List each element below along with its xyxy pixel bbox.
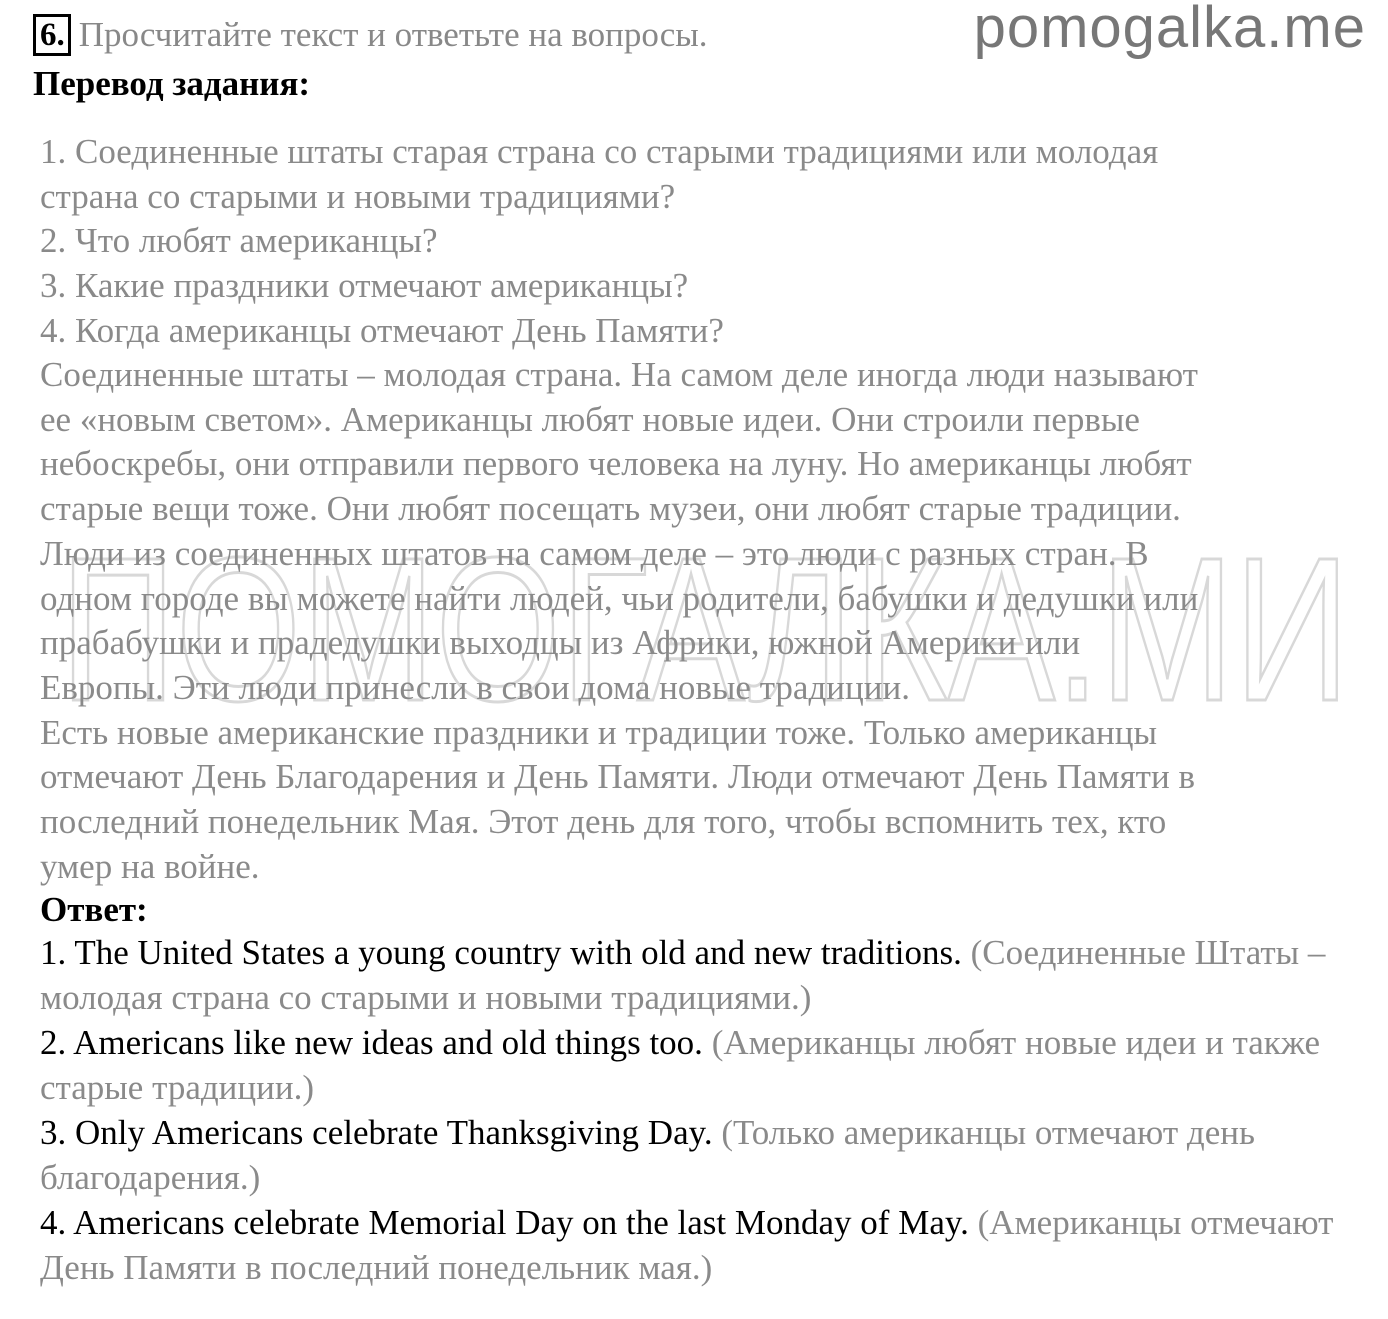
answer-russian: (Американцы отмечают День Памяти в последний понедельник мая.) (40, 1203, 1334, 1287)
task-instruction: Просчитайте текст и ответьте на вопросы. (78, 15, 708, 54)
answer-english: 4. Americans celebrate Memorial Day on the last Monday of May. (40, 1203, 969, 1242)
watermark-text: ПОМОГАЛКА.МИ (60, 520, 1350, 744)
task-number: 6. (33, 14, 71, 56)
answer-russian: (Соединенные Штаты – молодая страна со старыми и новыми традициями.) (40, 933, 1326, 1017)
answer-english: 2. Americans like new ideas and old things too. (40, 1023, 703, 1062)
answer-item (40, 1110, 1360, 1200)
answer-english: 1. The United States a young country with old and new traditions. (40, 933, 962, 972)
translation-heading: Перевод задания: (33, 64, 311, 103)
answers-list (40, 930, 1360, 1290)
passage-translation: Соединенные штаты – молодая страна. На самом деле иногда люди называют ее «новым светом». Американцы любят новые идеи. Они строили первые небоскребы, они отправили первого человека на луну. Но американцы любят старые вещи тоже. Они любят посещать музеи, они любят старые традиции. Люди из соединенных штатов на самом деле – это люди с разных стран. В одном городе вы можете найти людей, чьи родители, бабушки и дедушки или прабабушки и прадедушки выходцы из Африки, южной Америки или Европы. Эти люди принесли в свои дома новые традиции. Есть новые американские праздники и традиции тоже. Только американцы отмечают День Благодарения и День Памяти. Люди отмечают День Памяти в последний понедельник Мая. Этот день для того, чтобы вспомнить тех, кто умер на войне. (40, 355, 1199, 886)
questions-translation: 1. Соединенные штаты старая страна со старыми традициями или молодая страна со старыми и новыми традициями? 2. Что любят американцы? 3. Какие праздники отмечают американцы? 4. Когда американцы отмечают День Памяти? (40, 132, 1159, 350)
answer-russian: (Только американцы отмечают день благодарения.) (40, 1113, 1255, 1197)
answer-heading: Ответ: (40, 890, 148, 929)
answer-item (40, 1020, 1360, 1110)
answer-english: 3. Only Americans celebrate Thanksgiving Day. (40, 1113, 713, 1152)
task-header (33, 14, 708, 56)
answer-item (40, 930, 1360, 1020)
site-logo[interactable]: pomogalka.me (973, 0, 1366, 60)
answer-russian: (Американцы любят новые идеи и также старые традиции.) (40, 1023, 1321, 1107)
answer-item (40, 1200, 1360, 1290)
